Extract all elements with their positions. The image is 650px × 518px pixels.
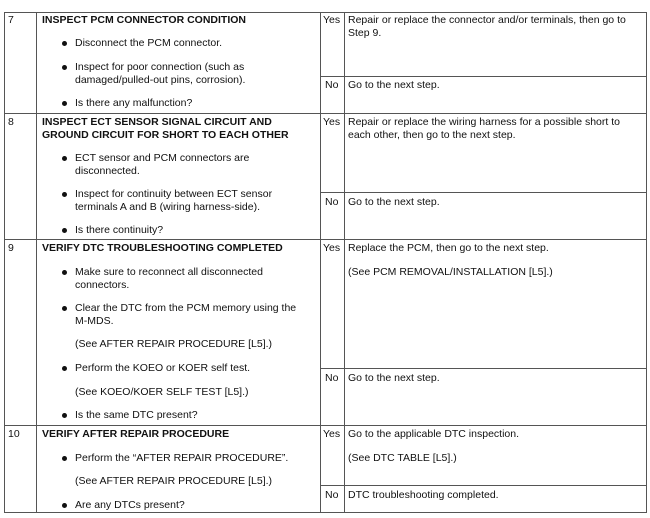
no-label: No [325, 489, 339, 501]
step-reference: (See AFTER REPAIR PROCEDURE [L5].) [75, 338, 273, 350]
no-action: Go to the next step. [348, 196, 440, 208]
step-question: Is there continuity? [75, 224, 164, 236]
step-item: Make sure to reconnect all disconnected [75, 266, 263, 278]
step-number: 10 [8, 428, 20, 440]
bullet-icon [62, 413, 67, 418]
step-title: INSPECT PCM CONNECTOR CONDITION [42, 14, 246, 26]
bullet-icon [62, 503, 67, 508]
bullet-icon [62, 101, 67, 106]
step-item: Perform the KOEO or KOER self test. [75, 362, 251, 374]
step-item: ECT sensor and PCM connectors are [75, 152, 250, 164]
yes-action: Step 9. [348, 27, 382, 39]
yes-action: each other, then go to the next step. [348, 129, 516, 141]
step-reference: (See AFTER REPAIR PROCEDURE [L5].) [75, 475, 273, 487]
step-item: Disconnect the PCM connector. [75, 37, 223, 49]
no-action: Go to the next step. [348, 79, 440, 91]
bullet-icon [62, 270, 67, 275]
yes-label: Yes [323, 428, 341, 440]
bullet-icon [62, 366, 67, 371]
bullet-icon [62, 156, 67, 161]
step-item: M-MDS. [75, 315, 114, 327]
no-label: No [325, 372, 339, 384]
step-question: Are any DTCs present? [75, 499, 185, 511]
bullet-icon [62, 228, 67, 233]
no-action: Go to the next step. [348, 372, 440, 384]
bullet-icon [62, 65, 67, 70]
no-label: No [325, 196, 339, 208]
step-item: Perform the “AFTER REPAIR PROCEDURE”. [75, 452, 289, 464]
bullet-icon [62, 41, 67, 46]
step-title: GROUND CIRCUIT FOR SHORT TO EACH OTHER [42, 129, 289, 141]
step-item: disconnected. [75, 165, 140, 177]
yes-label: Yes [323, 14, 341, 26]
step-number: 7 [8, 14, 14, 26]
step-question: Is there any malfunction? [75, 97, 193, 109]
step-item: connectors. [75, 279, 130, 291]
bullet-icon [62, 192, 67, 197]
step-title: VERIFY AFTER REPAIR PROCEDURE [42, 428, 230, 440]
yes-action: Repair or replace the wiring harness for a possible short to [348, 116, 620, 128]
step-title: INSPECT ECT SENSOR SIGNAL CIRCUIT AND [42, 116, 272, 128]
yes-reference: (See PCM REMOVAL/INSTALLATION [L5].) [348, 266, 553, 278]
no-label: No [325, 79, 339, 91]
step-reference: (See KOEO/KOER SELF TEST [L5].) [75, 386, 249, 398]
yes-action: Go to the applicable DTC inspection. [348, 428, 520, 440]
step-question: Is the same DTC present? [75, 409, 198, 421]
step-number: 9 [8, 242, 14, 254]
yes-action: Repair or replace the connector and/or terminals, then go to [348, 14, 626, 26]
yes-label: Yes [323, 116, 341, 128]
bullet-icon [62, 306, 67, 311]
step-item: damaged/pulled-out pins, corrosion). [75, 74, 246, 86]
yes-reference: (See DTC TABLE [L5].) [348, 452, 457, 464]
no-action: DTC troubleshooting completed. [348, 489, 499, 501]
step-item: terminals A and B (wiring harness-side). [75, 201, 260, 213]
bullet-icon [62, 456, 67, 461]
step-title: VERIFY DTC TROUBLESHOOTING COMPLETED [42, 242, 283, 254]
step-item: Inspect for continuity between ECT sensor [75, 188, 273, 200]
step-item: Inspect for poor connection (such as [75, 61, 245, 73]
step-item: Clear the DTC from the PCM memory using the [75, 302, 297, 314]
yes-label: Yes [323, 242, 341, 254]
step-number: 8 [8, 116, 14, 128]
yes-action: Replace the PCM, then go to the next step. [348, 242, 549, 254]
